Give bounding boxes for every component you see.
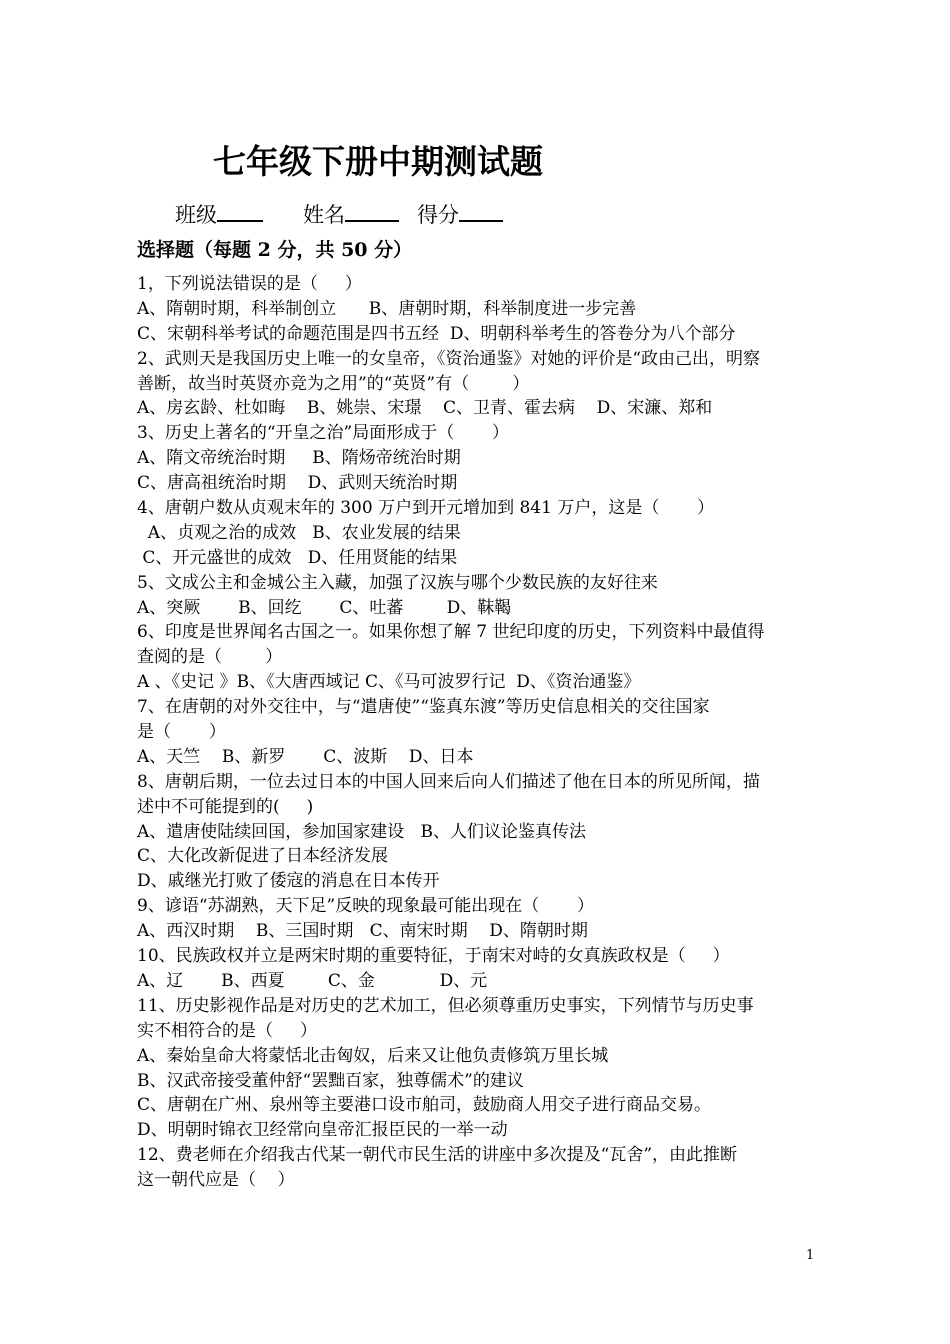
text-line: 5、文成公主和金城公主入藏，加强了汉族与哪个少数民族的友好往来 (137, 572, 658, 593)
text-line: 这一朝代应是（ ） (137, 1170, 295, 1191)
text-line: A、突厥 B、回纥 C、吐蕃 D、靺鞨 (137, 597, 512, 618)
text-line: 8、唐朝后期，一位去过日本的中国人回来后向人们描述了他在日本的所见所闻，描 (137, 771, 760, 792)
text-line: D、明朝时锦衣卫经常向皇帝汇报臣民的一举一动 (137, 1120, 508, 1141)
text-line: 10、民族政权并立是两宋时期的重要特征，于南宋对峙的女真族政权是（ ） (137, 946, 730, 967)
text-line: B、汉武帝接受董仲舒“罢黜百家，独尊儒术”的建议 (137, 1070, 524, 1091)
text-line: 述中不可能提到的( ) (137, 796, 314, 817)
class-blank (217, 198, 263, 222)
text-line: C、唐朝在广州、泉州等主要港口设市舶司，鼓励商人用交子进行商品交易。 (137, 1095, 712, 1116)
text-line: 查阅的是（ ） (137, 647, 283, 668)
text-line: A 、《史记 》B、《大唐西域记 C、《马可波罗行记 D、《资治通鉴》 (137, 672, 641, 693)
text-line: A、遣唐使陆续回国，参加国家建设 B、人们议论鉴真传法 (137, 821, 586, 842)
text-line: C、宋朝科举考试的命题范围是四书五经 D、明朝科举考生的答卷分为八个部分 (137, 323, 736, 344)
text-line: 善断，故当时英贤亦竞为之用”的“英贤”有（ ） (137, 373, 530, 394)
text-line: 6、印度是世界闻名古国之一。如果你想了解 7 世纪印度的历史，下列资料中最值得 (137, 622, 765, 643)
name-label: 姓名 (303, 203, 345, 227)
text-line: A、房玄龄、杜如晦 B、姚崇、宋璟 C、卫青、霍去病 D、宋濂、郑和 (137, 398, 713, 419)
text-line: A、隋朝时期，科举制创立 B、唐朝时期，科举制度进一步完善 (137, 298, 637, 319)
text-line: A、贞观之治的成效 B、农业发展的结果 (137, 522, 461, 543)
question-body (137, 272, 819, 1193)
text-line: A、隋文帝统治时期 B、隋炀帝统治时期 (137, 448, 461, 469)
text-line: C、大化改新促进了日本经济发展 (137, 846, 389, 867)
text-line: 9、谚语“苏湖熟，天下足”反映的现象最可能出现在（ ） (137, 896, 595, 917)
text-line: 是（ ） (137, 722, 226, 743)
text-line: 12、费老师在介绍我古代某一朝代市民生活的讲座中多次提及“瓦舍”，由此推断 (137, 1145, 738, 1166)
text-line: C、开元盛世的成效 D、任用贤能的结果 (137, 547, 458, 568)
text-line: A、秦始皇命大将蒙恬北击匈奴，后来又让他负责修筑万里长城 (137, 1045, 609, 1066)
class-label: 班级 (175, 203, 217, 227)
score-blank (459, 198, 503, 222)
student-info-line (175, 198, 503, 230)
text-line: A、辽 B、西夏 C、金 D、元 (137, 970, 488, 991)
text-line: A、天竺 B、新罗 C、波斯 D、日本 (137, 746, 474, 767)
section-heading: 选择题（每题 2 分，共 50 分） (137, 239, 413, 261)
text-line: 2、武则天是我国历史上唯一的女皇帝，《资治通鉴》对她的评价是“政由己出，明察 (137, 348, 761, 369)
text-line: 11、历史影视作品是对历史的艺术加工，但必须尊重历史事实，下列情节与历史事 (137, 995, 754, 1016)
page-number: 1 (806, 1248, 815, 1263)
text-line: A、西汉时期 B、三国时期 C、南宋时期 D、隋朝时期 (137, 921, 588, 942)
text-line: 1，下列说法错误的是（ ） (137, 274, 362, 294)
text-line: C、唐高祖统治时期 D、武则天统治时期 (137, 473, 458, 494)
text-line: 3、历史上著名的“开皇之治”局面形成于（ ） (137, 423, 510, 444)
text-line: 4、唐朝户数从贞观末年的 300 万户到开元增加到 841 万户，这是（ ） (137, 498, 715, 519)
text-line: 实不相符合的是（ ） (137, 1020, 318, 1041)
text-line: D、戚继光打败了倭寇的消息在日本传开 (137, 871, 440, 892)
text-line: 7、在唐朝的对外交往中，与“遣唐使”“鉴真东渡”等历史信息相关的交往国家 (137, 697, 710, 718)
name-blank (345, 198, 399, 222)
score-label: 得分 (417, 203, 459, 227)
exam-title: 七年级下册中期测试题 (213, 142, 543, 181)
